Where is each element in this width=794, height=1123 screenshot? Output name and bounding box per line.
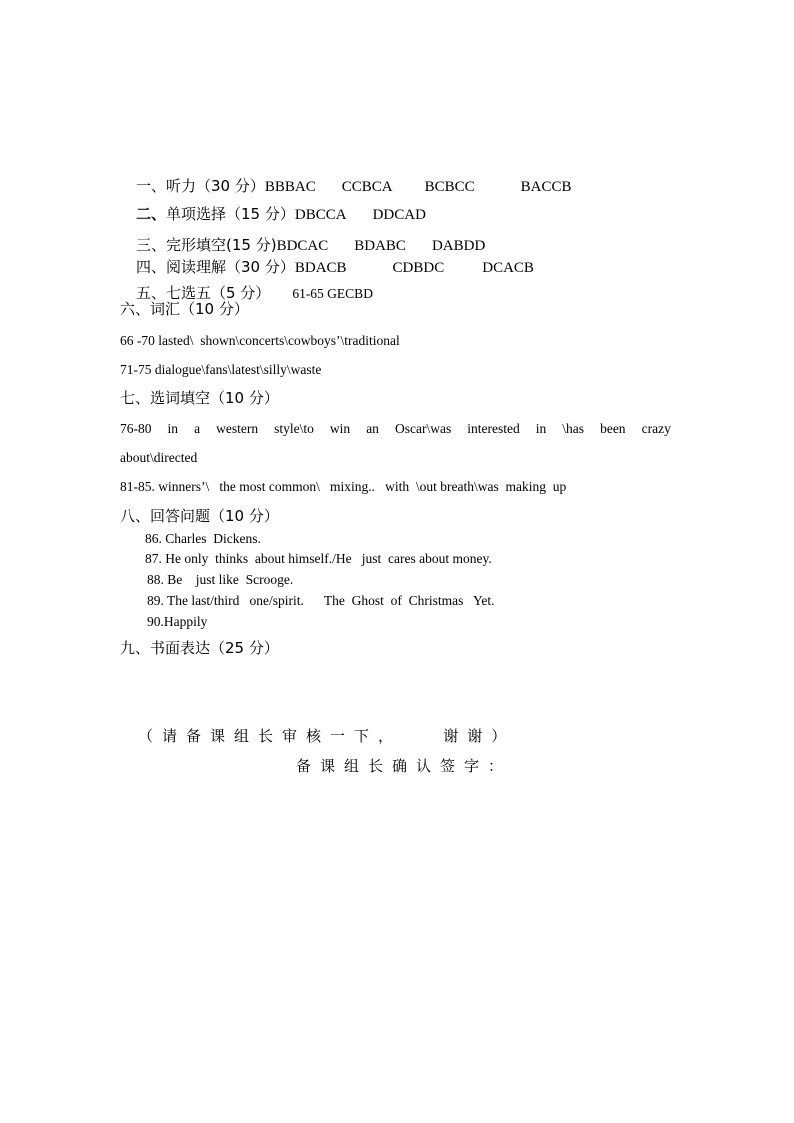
answer-group: CCBCA — [341, 179, 393, 195]
section-word-fill-title: 七、选词填空（10 分） — [120, 389, 279, 407]
section-label: 五、七选五（5 分） — [136, 284, 271, 302]
section-label: 一、听力（30 分） — [136, 177, 265, 195]
word: an — [366, 421, 379, 436]
question-answer: 88. Be just like Scrooge. — [147, 572, 294, 587]
word-fill-answers-line: about\directed — [120, 450, 198, 465]
answer-group: CDBDC — [392, 260, 445, 276]
word: interested — [467, 421, 520, 436]
answer-group: BDACB — [294, 260, 347, 276]
section-number: 二、 — [136, 205, 167, 223]
word: 76-80 — [120, 421, 152, 436]
answer-group: DABDD — [431, 238, 486, 254]
word: a — [194, 421, 201, 436]
question-answer: 90.Happily — [147, 614, 208, 629]
review-request-note: （请备课组长审核一下， 谢谢） — [138, 727, 516, 745]
answer-group: BCBCC — [424, 179, 475, 195]
word: style\to — [274, 421, 314, 436]
vocabulary-answers-line: 71-75 dialogue\fans\latest\silly\waste — [120, 362, 322, 377]
answer-group: 61-65 GECBD — [292, 286, 373, 301]
question-answer: 89. The last/third one/spirit. The Ghost of Christmas Yet. — [147, 593, 495, 608]
question-answer: 87. He only thinks about himself./He just cares about money. — [145, 551, 492, 566]
section-label: 三、完形填空(15 分) — [136, 236, 277, 254]
answer-group: BACCB — [520, 179, 572, 195]
word: crazy — [641, 421, 671, 436]
word: Oscar\was — [394, 421, 452, 436]
answer-group: BDCAC — [276, 238, 329, 254]
section-label: 四、阅读理解（30 分） — [136, 258, 295, 276]
word: in — [167, 421, 179, 436]
answer-group: DDCAD — [372, 207, 426, 223]
word: \has — [562, 421, 585, 436]
word: in — [535, 421, 547, 436]
question-answer: 86. Charles Dickens. — [145, 531, 261, 546]
answer-group: DBCCA — [294, 207, 347, 223]
answer-group: DCACB — [482, 260, 534, 276]
answer-group: BDABC — [354, 238, 406, 254]
word-fill-answers-line: 81-85. winners’\ the most common\ mixing.. with \out breath\was making up — [120, 479, 567, 494]
word-fill-answers-line — [120, 422, 671, 436]
confirm-signature-label: 备课组长确认签字： — [296, 757, 513, 775]
word: western — [216, 421, 259, 436]
section-vocabulary-title: 六、词汇（10 分） — [120, 300, 249, 318]
word: been — [600, 421, 626, 436]
section-label: 单项选择（15 分） — [166, 205, 295, 223]
word: win — [329, 421, 351, 436]
answer-group: BBBAC — [264, 179, 316, 195]
vocabulary-answers-line: 66 -70 lasted\ shown\concerts\cowboys’\traditional — [120, 333, 400, 348]
section-writing-title: 九、书面表达（25 分） — [120, 639, 279, 657]
section-questions-title: 八、回答问题（10 分） — [120, 507, 279, 525]
